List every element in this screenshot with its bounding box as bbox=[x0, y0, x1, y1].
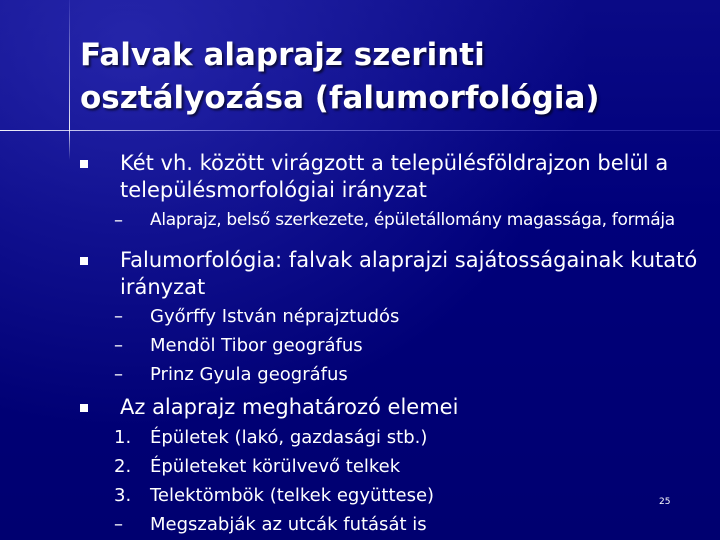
dash-marker: – bbox=[114, 306, 123, 327]
square-bullet-icon bbox=[80, 160, 88, 168]
sub-item-text: Épületek (lakó, gazdasági stb.) bbox=[150, 427, 428, 448]
title-underline-decoration bbox=[0, 130, 720, 131]
bullet-item bbox=[80, 247, 700, 301]
bullet-line: irányzat bbox=[120, 275, 206, 299]
slide-title bbox=[80, 34, 700, 120]
dash-marker: – bbox=[114, 364, 123, 385]
dash-marker: – bbox=[114, 210, 123, 231]
bullet-text bbox=[120, 247, 700, 301]
bullet-line: Az alaprajz meghatározó elemei bbox=[120, 395, 459, 419]
bullet-line: Falumorfológia: falvak alaprajzi sajátosságainak kutató bbox=[120, 248, 698, 272]
title-line: Falvak alaprajz szerinti bbox=[80, 37, 485, 73]
vertical-accent-decoration bbox=[69, 0, 70, 160]
dash-marker: – bbox=[114, 335, 123, 356]
bullet-item bbox=[80, 394, 700, 421]
sub-item-text: Prinz Gyula geográfus bbox=[150, 364, 348, 385]
square-bullet-icon bbox=[80, 257, 88, 265]
sub-item-text: Mendöl Tibor geográfus bbox=[150, 335, 363, 356]
bullet-item bbox=[80, 150, 700, 204]
number-marker: 3. bbox=[114, 485, 132, 506]
page-number: 25 bbox=[659, 497, 671, 507]
sub-item-text: Alaprajz, belső szerkezete, épületállomány magassága, formája bbox=[150, 210, 675, 230]
bullet-text bbox=[120, 150, 700, 204]
bullet-text bbox=[120, 394, 700, 421]
dash-marker: – bbox=[114, 514, 123, 535]
number-marker: 1. bbox=[114, 427, 132, 448]
bullet-line: Két vh. között virágzott a településföldrajzon belül a bbox=[120, 151, 669, 175]
sub-item-text: Épületeket körülvevő telkek bbox=[150, 456, 401, 477]
number-marker: 2. bbox=[114, 456, 132, 477]
sub-item-text: Győrffy István néprajztudós bbox=[150, 306, 400, 327]
sub-item-text: Telektömbök (telkek együttese) bbox=[150, 485, 435, 506]
sub-item-text: Megszabják az utcák futását is bbox=[150, 514, 427, 535]
bullet-line: településmorfológiai irányzat bbox=[120, 178, 427, 202]
square-bullet-icon bbox=[80, 404, 88, 412]
title-line: osztályozása (falumorfológia) bbox=[80, 80, 600, 116]
